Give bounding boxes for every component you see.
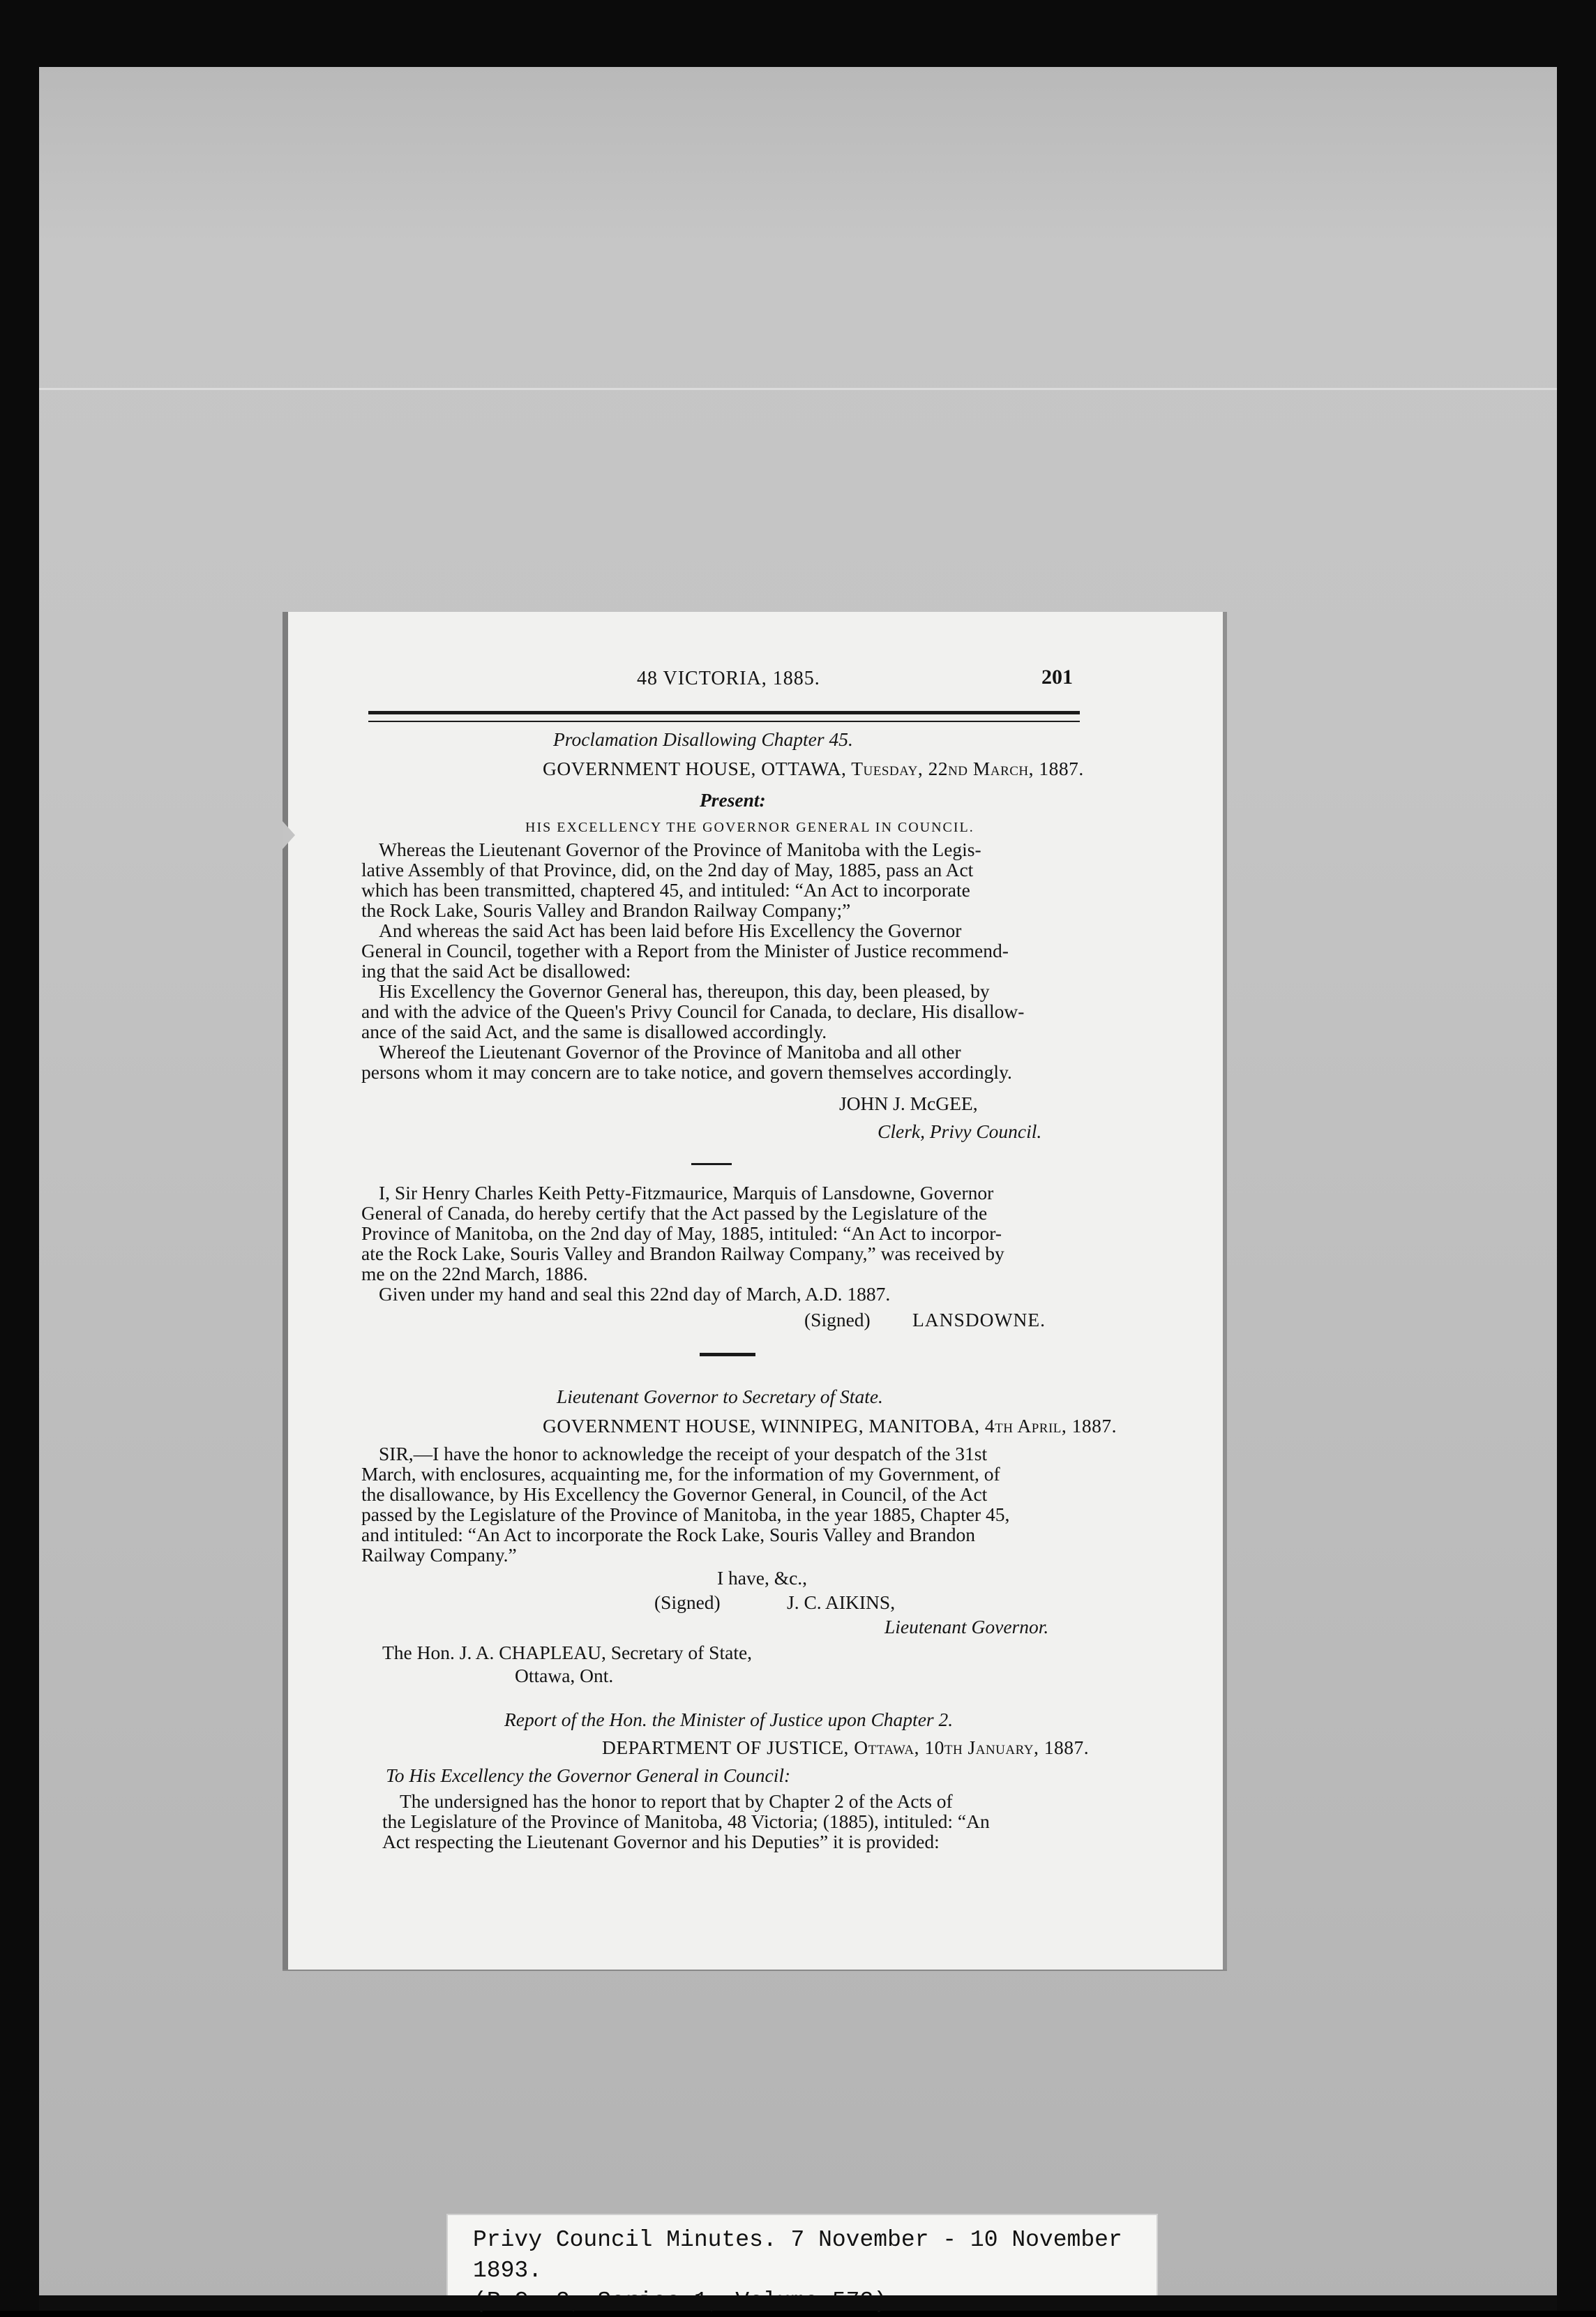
proclamation-signatory-title: Clerk, Privy Council.: [878, 1120, 1042, 1142]
letter-signed-name: J. C. AIKINS,: [787, 1591, 896, 1613]
letter-line: March, with enclosures, acquainting me, for the information of my Government, of: [361, 1463, 1000, 1485]
proclamation-line: Whereas the Lieutenant Governor of the Province of Manitoba with the Legis-: [379, 839, 981, 860]
letter-line: Railway Company.”: [361, 1544, 517, 1566]
letter-closing: I have, &c.,: [717, 1567, 808, 1589]
page-tear: [283, 821, 295, 849]
letter-addressee-city: Ottawa, Ont.: [515, 1665, 614, 1686]
proclamation-line: lative Assembly of that Province, did, on the 2nd day of May, 1885, pass an Act: [361, 859, 974, 880]
letter-signed-label: (Signed): [654, 1591, 721, 1613]
section-divider: [700, 1353, 755, 1356]
proclamation-line: General in Council, together with a Report from the Minister of Justice recommend-: [361, 940, 1009, 961]
proclamation-line: and with the advice of the Queen's Privy Council for Canada, to declare, His disallow-: [361, 1000, 1025, 1022]
letter-line: and intituled: “An Act to incorporate the Rock Lake, Souris Valley and Brandon: [361, 1524, 976, 1545]
letter-line: passed by the Legislature of the Province of Manitoba, in the year 1885, Chapter 45,: [361, 1504, 1010, 1525]
page-number: 201: [1041, 666, 1073, 689]
letter-place-date: GOVERNMENT HOUSE, WINNIPEG, MANITOBA, 4th April, 1887.: [543, 1415, 1117, 1437]
report-salutation: To His Excellency the Governor General in Council:: [386, 1764, 791, 1786]
proclamation-line: the Rock Lake, Souris Valley and Brandon Railway Company;”: [361, 899, 851, 921]
proclamation-signatory: JOHN J. McGEE,: [839, 1093, 978, 1114]
report-title: Report of the Hon. the Minister of Justice upon Chapter 2.: [504, 1709, 954, 1730]
proclamation-title: Proclamation Disallowing Chapter 45.: [553, 728, 853, 750]
report-place-date: DEPARTMENT OF JUSTICE, Ottawa, 10th January, 1887.: [602, 1737, 1090, 1758]
certificate-signed-name: LANSDOWNE.: [912, 1309, 1046, 1330]
report-line: The undersigned has the honor to report that by Chapter 2 of the Acts of: [400, 1790, 953, 1812]
certificate-line: Given under my hand and seal this 22nd day of March, A.D. 1887.: [379, 1283, 891, 1305]
certificate-line: General of Canada, do hereby certify that the Act passed by the Legislature of the: [361, 1202, 988, 1224]
proclamation-line: persons whom it may concern are to take notice, and govern themselves accordingly.: [361, 1061, 1012, 1083]
section-divider: [691, 1163, 732, 1165]
letter-line: SIR,—I have the honor to acknowledge the receipt of your despatch of the 31st: [379, 1443, 988, 1464]
certificate-line: ate the Rock Lake, Souris Valley and Brandon Railway Company,” was received by: [361, 1243, 1004, 1264]
proclamation-line: And whereas the said Act has been laid before His Excellency the Governor: [379, 920, 962, 941]
proclamation-place-date: GOVERNMENT HOUSE, OTTAWA, Tuesday, 22nd March, 1887.: [543, 758, 1084, 779]
film-scratch: [39, 388, 1557, 390]
letter-addressee: The Hon. J. A. CHAPLEAU, Secretary of State,: [382, 1642, 753, 1663]
microfilm-caption-label: [446, 2214, 1158, 2297]
council-heading: HIS EXCELLENCY THE GOVERNOR GENERAL IN COUNCIL.: [525, 820, 974, 835]
proclamation-line: ance of the said Act, and the same is disallowed accordingly.: [361, 1021, 827, 1042]
proclamation-line: Whereof the Lieutenant Governor of the Province of Manitoba and all other: [379, 1041, 961, 1063]
running-head: 48 VICTORIA, 1885.: [637, 668, 820, 689]
letter-signed-title: Lieutenant Governor.: [884, 1616, 1049, 1637]
letter-line: the disallowance, by His Excellency the Governor General, in Council, of the Act: [361, 1483, 988, 1505]
certificate-signed-label: (Signed): [804, 1309, 871, 1330]
proclamation-line: which has been transmitted, chaptered 45, and intituled: “An Act to incorporate: [361, 879, 970, 901]
certificate-line: Province of Manitoba, on the 2nd day of May, 1885, intituled: “An Act to incorpor-: [361, 1222, 1002, 1244]
certificate-line: me on the 22nd March, 1886.: [361, 1263, 588, 1284]
film-bottom-edge: [39, 2295, 1557, 2311]
letter-title: Lieutenant Governor to Secretary of State.: [557, 1386, 883, 1407]
proclamation-line: His Excellency the Governor General has, thereupon, this day, been pleased, by: [379, 980, 990, 1002]
certificate-line: I, Sir Henry Charles Keith Petty-Fitzmaurice, Marquis of Lansdowne, Governor: [379, 1182, 994, 1204]
report-line: the Legislature of the Province of Manitoba, 48 Victoria; (1885), intituled: “An: [382, 1810, 990, 1832]
present-heading: Present:: [700, 789, 766, 811]
proclamation-line: ing that the said Act be disallowed:: [361, 960, 631, 982]
report-line: Act respecting the Lieutenant Governor and his Deputies” it is provided:: [382, 1831, 940, 1852]
header-rule: [368, 711, 1080, 722]
document-page: [283, 612, 1227, 1970]
caption-line-1: Privy Council Minutes. 7 November - 10 November 1893.: [473, 2227, 1122, 2284]
